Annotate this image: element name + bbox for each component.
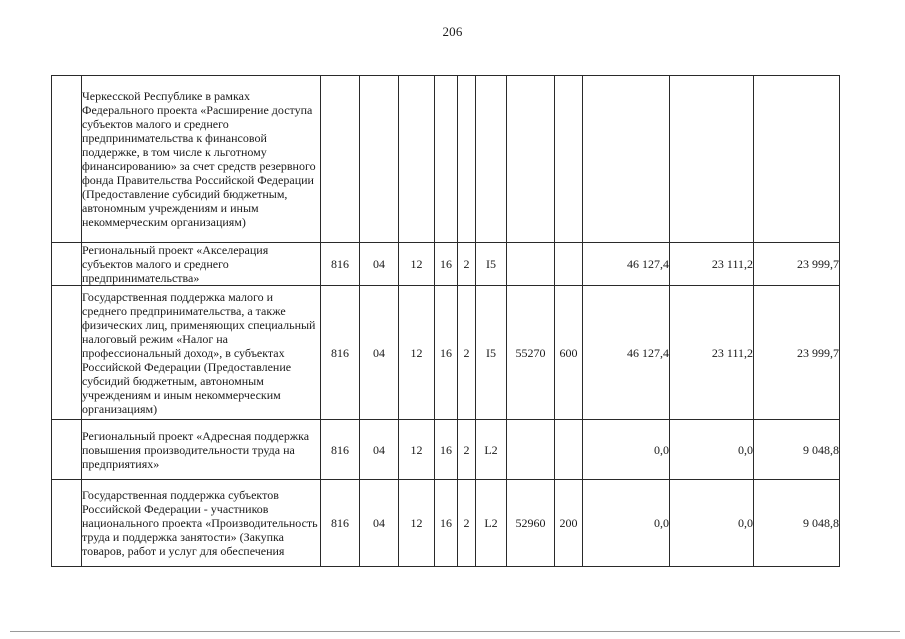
code-cell: L2 [476,480,507,567]
code-cell: 16 [435,420,458,480]
code-cell: 12 [399,480,435,567]
code-cell: I5 [476,286,507,420]
amount-cell: 23 999,7 [754,243,840,286]
amount-cell: 46 127,4 [583,286,670,420]
row-number-cell [52,243,82,286]
table-row [52,243,840,286]
code-cell: 16 [435,286,458,420]
amount-cell: 0,0 [583,480,670,567]
code-cell [458,76,476,243]
code-cell [435,76,458,243]
code-cell: 55270 [507,286,555,420]
budget-table [51,75,840,567]
code-cell: 04 [360,243,399,286]
code-cell: 12 [399,243,435,286]
amount-cell: 23 111,2 [670,243,754,286]
code-cell: 12 [399,286,435,420]
code-cell: 16 [435,480,458,567]
amount-cell: 0,0 [670,480,754,567]
code-cell: 2 [458,480,476,567]
code-cell: 04 [360,480,399,567]
amount-cell: 46 127,4 [583,243,670,286]
code-cell: 600 [555,286,583,420]
amount-cell: 0,0 [583,420,670,480]
code-cell [555,420,583,480]
row-name-cell: Региональный проект «Адресная поддержка повышения производительности труда на предприятиях» [82,420,321,480]
table-row [52,480,840,567]
row-name-cell: Государственная поддержка малого и среднего предпринимательства, а также физических лиц, применяющих специальный налоговый режим «Налог на профессиональный доход», в субъектах Российской Федерации (Предоставление субсидий бюджетным, автономным учреждениям и иным некоммерческим организациям) [82,286,321,420]
code-cell: 52960 [507,480,555,567]
code-cell [507,243,555,286]
table-row [52,286,840,420]
code-cell: L2 [476,420,507,480]
code-cell [555,76,583,243]
amount-cell [670,76,754,243]
row-name-cell: Региональный проект «Акселерация субъектов малого и среднего предпринимательства» [82,243,321,286]
bottom-rule [10,631,900,632]
row-number-cell [52,480,82,567]
row-number-cell [52,76,82,243]
code-cell [507,76,555,243]
amount-cell [583,76,670,243]
amount-cell: 0,0 [670,420,754,480]
table-row [52,76,840,243]
code-cell [321,76,360,243]
amount-cell: 9 048,8 [754,480,840,567]
amount-cell: 23 999,7 [754,286,840,420]
code-cell [399,76,435,243]
code-cell [507,420,555,480]
row-number-cell [52,420,82,480]
table-row [52,420,840,480]
amount-cell: 23 111,2 [670,286,754,420]
code-cell: 12 [399,420,435,480]
amount-cell: 9 048,8 [754,420,840,480]
row-name-cell: Государственная поддержка субъектов Российской Федерации - участников национального проекта «Производительность труда и поддержка занятости» (Закупка товаров, работ и услуг для обеспечения [82,480,321,567]
code-cell [555,243,583,286]
code-cell: 816 [321,480,360,567]
row-name-cell: Черкесской Республике в рамках Федерального проекта «Расширение доступа субъектов малого и среднего предпринимательства к финансовой поддержке, в том числе к льготному финансированию» за счет средств резервного фонда Правительства Российской Федерации (Предоставление субсидий бюджетным, автономным учреждениям и иным некоммерческим организациям) [82,76,321,243]
code-cell: 04 [360,286,399,420]
amount-cell [754,76,840,243]
code-cell [476,76,507,243]
page-number: 206 [442,24,463,39]
code-cell: 2 [458,243,476,286]
code-cell: 816 [321,286,360,420]
code-cell: 2 [458,420,476,480]
code-cell: 2 [458,286,476,420]
code-cell: I5 [476,243,507,286]
code-cell: 04 [360,420,399,480]
code-cell: 816 [321,420,360,480]
code-cell [360,76,399,243]
code-cell: 200 [555,480,583,567]
code-cell: 16 [435,243,458,286]
row-number-cell [52,286,82,420]
table-body [52,76,840,567]
code-cell: 816 [321,243,360,286]
